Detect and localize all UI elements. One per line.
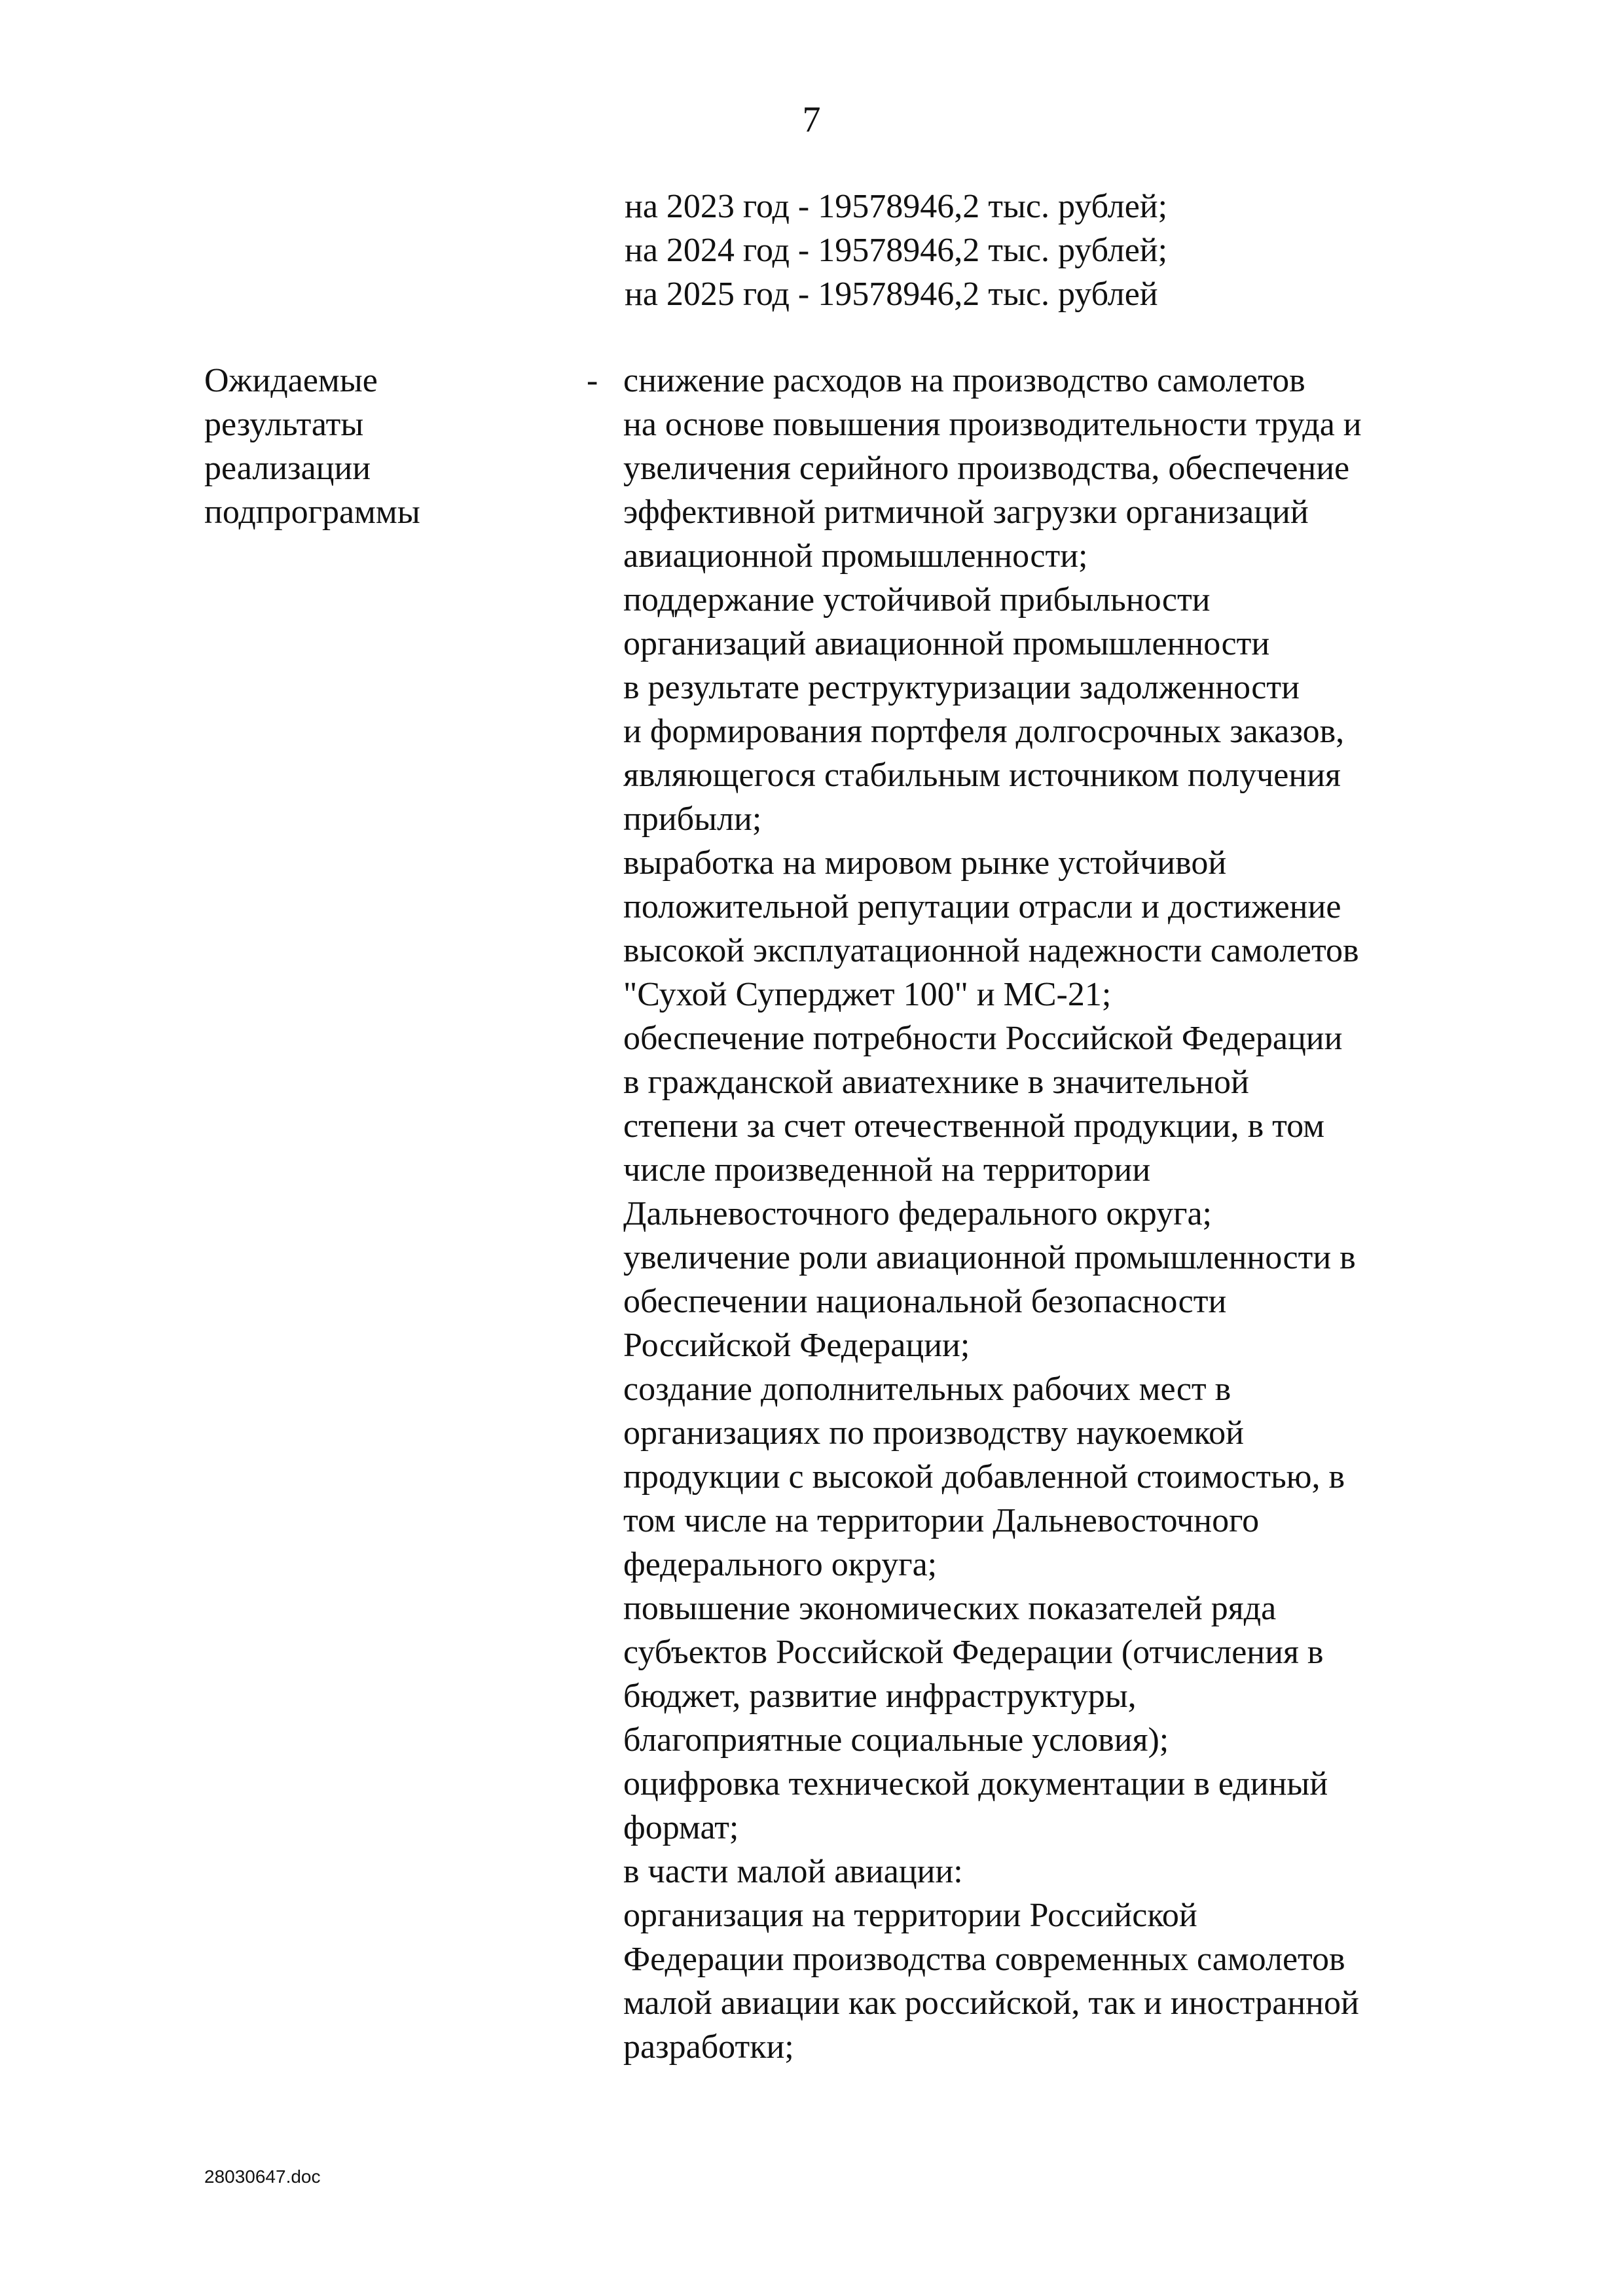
results-label-line: реализации [204,450,371,487]
results-content-line: повышение экономических показателей ряда [623,1590,1277,1627]
results-content-line: эффективной ритмичной загрузки организаций [623,493,1309,531]
results-content-line: Дальневосточного федерального округа; [623,1195,1212,1232]
results-content-line: создание дополнительных рабочих мест в [623,1371,1231,1408]
results-content-line: степени за счет отечественной продукции, в том [623,1107,1325,1145]
results-content-line: "Сухой Суперджет 100" и МС-21; [623,976,1112,1013]
results-content-line: Федерации производства современных самолетов [623,1941,1345,1978]
results-label-line: подпрограммы [204,493,420,531]
results-content-line: том числе на территории Дальневосточного [623,1502,1260,1539]
results-content-line: формат; [623,1809,739,1846]
budget-block [625,185,1167,316]
results-content-line: выработка на мировом рынке устойчивой [623,844,1227,882]
results-content-line: организациях по производству наукоемкой [623,1414,1244,1452]
footer-doc-id: 28030647.doc [204,2166,321,2187]
results-content-line: оцифровка технической документации в единый [623,1765,1328,1803]
results-content-line: Российской Федерации; [623,1327,970,1364]
results-label [204,359,479,534]
results-content-line: в части малой авиации: [623,1853,963,1890]
results-content-line: положительной репутации отрасли и достижение [623,888,1341,925]
results-content-line: в результате реструктуризации задолженности [623,669,1300,706]
results-content-line: в гражданской авиатехнике в значительной [623,1064,1249,1101]
budget-line: на 2025 год - 19578946,2 тыс. рублей [625,276,1158,313]
results-label-line: результаты [204,406,364,443]
results-content [623,359,1514,2069]
results-content-line: субъектов Российской Федерации (отчисления в [623,1634,1324,1671]
budget-line: на 2023 год - 19578946,2 тыс. рублей; [625,188,1168,225]
results-content-line: бюджет, развитие инфраструктуры, [623,1677,1137,1715]
results-content-line: федерального округа; [623,1546,938,1583]
results-content-line: увеличения серийного производства, обеспечение [623,450,1350,487]
results-content-line: организаций авиационной промышленности [623,625,1270,662]
results-content-line: обеспечении национальной безопасности [623,1283,1227,1320]
results-content-line: поддержание устойчивой прибыльности [623,581,1211,619]
page-number: 7 [802,99,821,140]
results-content-line: авиационной промышленности; [623,537,1088,575]
budget-line: на 2024 год - 19578946,2 тыс. рублей; [625,232,1168,269]
results-label-line: Ожидаемые [204,362,378,399]
results-content-line: продукции с высокой добавленной стоимостью, в [623,1458,1345,1496]
results-content-line: малой авиации как российской, так и иностранной [623,1984,1359,2022]
results-content-line: разработки; [623,2028,794,2066]
results-content-line: на основе повышения производительности труда и [623,406,1362,443]
results-content-line: организация на территории Российской [623,1897,1197,1934]
results-content-line: высокой эксплуатационной надежности самолетов [623,932,1359,969]
results-content-line: снижение расходов на производство самолетов [623,362,1305,399]
results-content-line: являющегося стабильным источником получения [623,757,1341,794]
results-content-line: прибыли; [623,800,762,838]
results-content-line: обеспечение потребности Российской Федерации [623,1020,1343,1057]
results-content-line: и формирования портфеля долгосрочных заказов, [623,713,1345,750]
results-content-line: числе произведенной на территории [623,1151,1151,1189]
results-content-line: увеличение роли авиационной промышленности в [623,1239,1356,1276]
results-dash: - [587,362,598,399]
results-content-line: благоприятные социальные условия); [623,1721,1169,1759]
